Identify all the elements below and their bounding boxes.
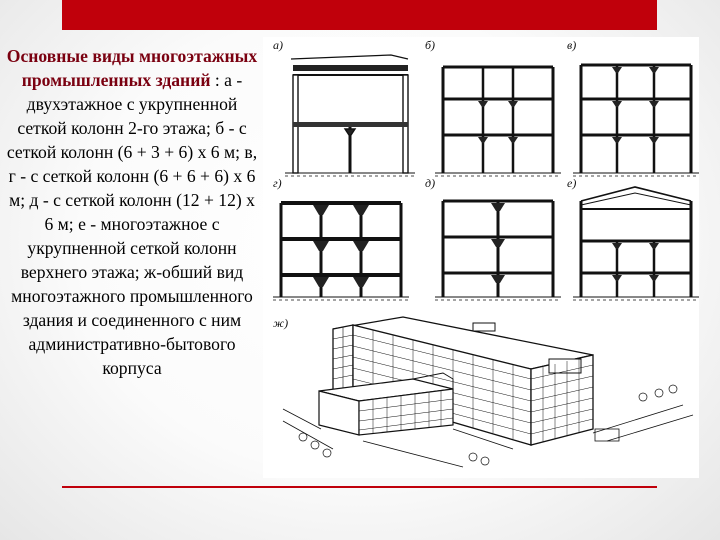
buildings-figure	[263, 37, 699, 478]
label-v: в)	[567, 38, 577, 52]
label-g: г)	[273, 176, 282, 190]
caption-title: Основные виды многоэтажных промышленных зданий	[6, 46, 258, 90]
caption-separator: :	[210, 70, 225, 90]
bottom-accent-rule	[62, 486, 657, 488]
slide-caption	[6, 44, 258, 380]
label-d: д)	[425, 176, 436, 190]
top-accent-band	[62, 0, 657, 30]
section-v-drawing	[567, 38, 699, 176]
caption-body: а - двухэтажное с укрупненной сеткой колонн 2-го этажа; б - с сеткой колонн (6 + 3 + 6) х 6 м; в, г - с сеткой колонн (6 + 6 + 6) х 6 м; д - с сеткой колонн (12 + 12) х 6 м; е - многоэтажное с укрупненной сеткой колонн верхнего этажа; ж-обший вид многоэтажного промышленного здания и соединенного с ним административно-бытового корпуса	[6, 70, 258, 378]
label-b: б)	[425, 38, 436, 52]
section-b-drawing	[425, 38, 561, 176]
label-e: е)	[567, 176, 577, 190]
section-g-drawing	[273, 176, 409, 300]
section-e-drawing	[567, 176, 699, 300]
section-d-drawing	[425, 176, 561, 300]
section-a-drawing	[273, 38, 415, 176]
label-a: а)	[273, 38, 283, 52]
section-zh-drawing	[273, 316, 693, 467]
label-zh: ж)	[273, 316, 289, 330]
